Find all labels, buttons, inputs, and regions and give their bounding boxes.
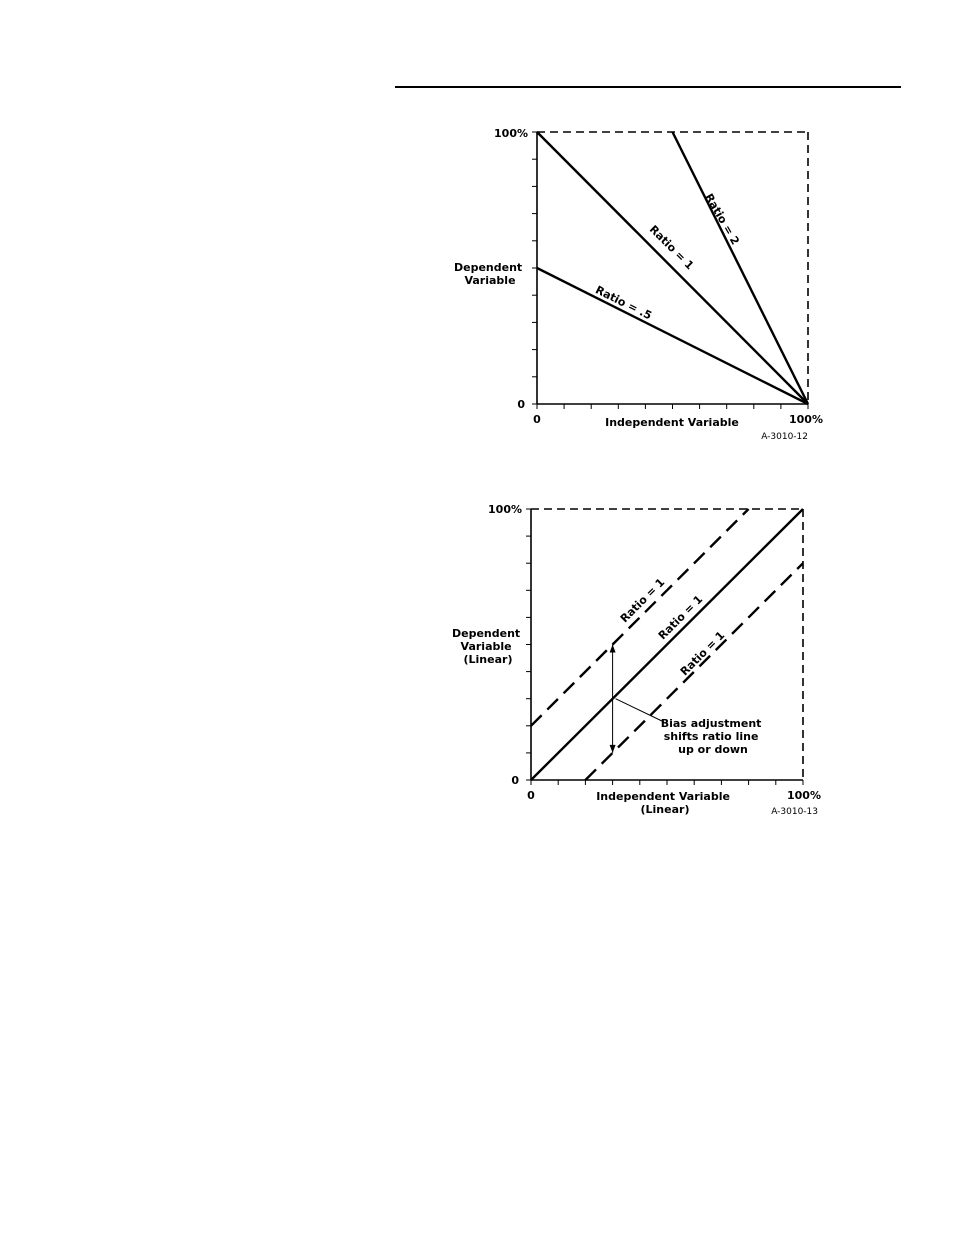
arrowhead-up: [610, 645, 616, 653]
y-axis-label-2: [452, 627, 524, 666]
y-axis-label-line: Variable: [464, 274, 516, 287]
series-label-ratio-05: Ratio = .5: [593, 283, 654, 323]
series-label-ratio-1: Ratio = 1: [646, 222, 697, 273]
x-tick-right-2: 100%: [787, 789, 821, 802]
series-label-ratio-2: Ratio = 2: [702, 191, 742, 248]
y-axis-label-line: (Linear): [463, 653, 513, 666]
annotation-2: [610, 645, 664, 753]
annotation-text: [661, 717, 766, 756]
arrowhead-down: [610, 745, 616, 753]
x-axis-label-1: Independent Variable: [605, 416, 739, 429]
figure-id-2: A-3010-13: [771, 807, 818, 817]
series-label-upper: Ratio = 1: [617, 575, 668, 626]
y-axis-label-line: Dependent: [453, 261, 523, 274]
y-tick-zero-2: 0: [511, 774, 519, 787]
series-line: [531, 509, 749, 726]
figure-id-1: A-3010-12: [761, 432, 808, 442]
series-label-lower: Ratio = 1: [677, 628, 728, 679]
annotation-line: Bias adjustment: [660, 717, 762, 730]
y-tick-zero-1: 0: [517, 398, 525, 411]
series-label-center: Ratio = 1: [655, 592, 706, 643]
annotation-line: shifts ratio line: [663, 730, 759, 743]
y-axis-label-line: Dependent: [451, 627, 521, 640]
y-axis-label-line: Variable: [460, 640, 512, 653]
annotation-line: up or down: [678, 743, 748, 756]
x-tick-right-1: 100%: [789, 413, 823, 426]
x-tick-zero-2: 0: [527, 789, 535, 802]
y-tick-top-1: 100%: [494, 127, 528, 140]
x-axis-label-line: Independent Variable: [596, 790, 730, 803]
x-axis-label-2: [596, 790, 734, 816]
x-axis-label-line: (Linear): [640, 803, 690, 816]
x-tick-zero-1: 0: [533, 413, 541, 426]
y-tick-top-2: 100%: [488, 503, 522, 516]
